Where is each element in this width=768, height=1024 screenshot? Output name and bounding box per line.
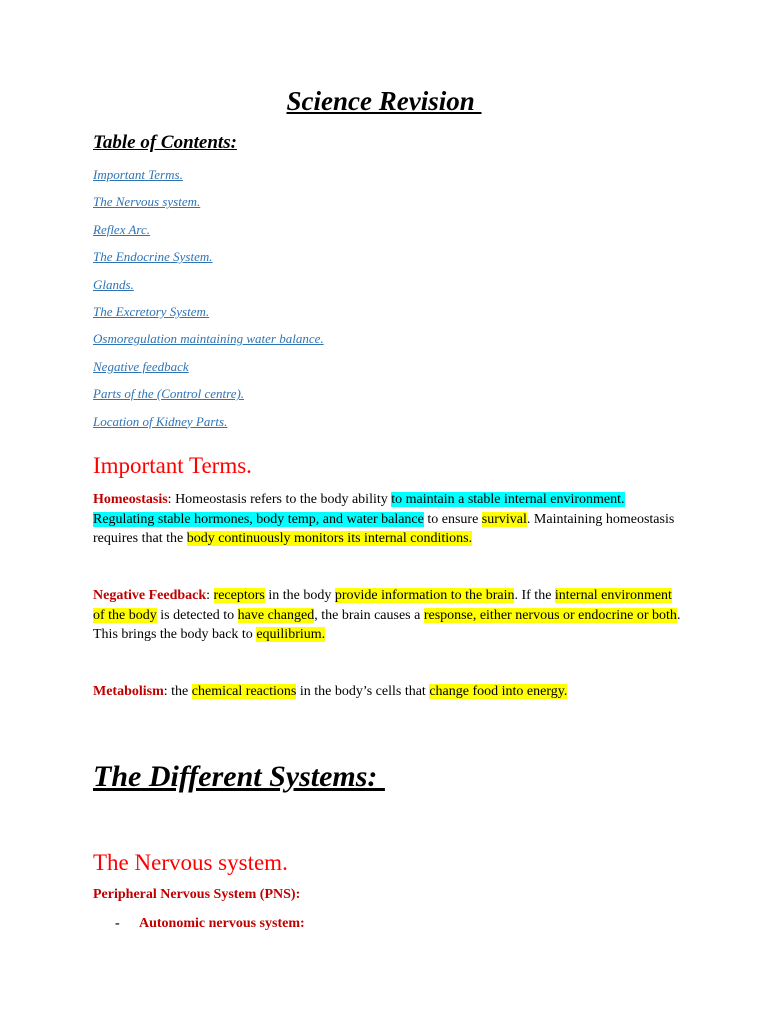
toc-link-kidney-parts[interactable]: Location of Kidney Parts. (93, 413, 228, 429)
toc-link-reflex-arc[interactable]: Reflex Arc. (93, 221, 151, 237)
bullet-dash: - (115, 916, 120, 931)
term-homeostasis: Homeostasis (93, 492, 168, 507)
page-title: Science Revision (286, 86, 482, 116)
toc-item (93, 194, 324, 221)
toc-item (93, 222, 324, 249)
toc-item (93, 304, 324, 331)
toc-item (93, 277, 324, 304)
toc-item (93, 386, 324, 413)
highlight-yellow: chemical reactions (191, 684, 297, 699)
highlight-yellow: provide information to the brain (334, 588, 515, 603)
toc-item (93, 359, 324, 386)
toc-link-osmoregulation[interactable]: Osmoregulation maintaining water balance. (93, 331, 324, 347)
different-systems-heading: The Different Systems: (93, 760, 385, 793)
toc-link-glands[interactable]: Glands. (93, 276, 134, 292)
highlight-cyan: to maintain a stable internal environment. Regulating stable hormones, body temp, and water balance (93, 492, 625, 527)
nervous-system-heading: The Nervous system. (93, 850, 288, 875)
highlight-yellow: body continuously monitors its internal conditions. (186, 531, 473, 546)
toc-link-endocrine-system[interactable]: The Endocrine System. (93, 249, 213, 265)
toc-heading: Table of Contents: (93, 132, 237, 153)
highlight-yellow: survival (481, 511, 527, 527)
highlight-yellow: internal environment of the body (93, 588, 672, 623)
pns-label: Peripheral Nervous System (PNS): (93, 887, 301, 902)
toc-link-negative-feedback[interactable]: Negative feedback (93, 358, 189, 374)
term-negative-feedback: Negative Feedback (93, 588, 207, 603)
highlight-yellow: have changed (237, 607, 315, 623)
highlight-yellow: change food into energy. (429, 684, 568, 699)
toc-item (93, 167, 324, 194)
homeostasis-paragraph: Homeostasis: Homeostasis refers to the body ability to maintain a stable internal environment. Regulating stable hormones, body temp, and water balance to ensure survival. Maintaining homeostasis requires that the body continuously monitors its internal conditions. (93, 492, 675, 546)
metabolism-paragraph: Metabolism: the chemical reactions in the body’s cells that change food into energy. (93, 684, 568, 699)
toc-link-important-terms[interactable]: Important Terms. (93, 167, 183, 182)
term-metabolism: Metabolism (93, 684, 164, 699)
toc-item (93, 331, 324, 358)
toc-item (93, 414, 324, 441)
table-of-contents (93, 167, 324, 441)
highlight-yellow: equilibrium. (256, 627, 326, 642)
negative-feedback-paragraph: Negative Feedback: receptors in the body provide information to the brain. If the internal environment of the body is detected to have changed, the brain causes a response, either nervous or endocrine or both. This brings the body back to equilibrium. (93, 588, 681, 642)
important-terms-heading: Important Terms. (93, 453, 252, 478)
highlight-yellow: response, either nervous or endocrine or both (423, 607, 677, 623)
toc-item (93, 249, 324, 276)
autonomic-label: Autonomic nervous system: (139, 916, 305, 931)
highlight-yellow: receptors (213, 588, 265, 603)
toc-link-excretory-system[interactable]: The Excretory System. (93, 303, 210, 319)
toc-link-control-centre[interactable]: Parts of the (Control centre). (93, 386, 245, 402)
toc-link-nervous-system[interactable]: The Nervous system. (93, 194, 201, 210)
